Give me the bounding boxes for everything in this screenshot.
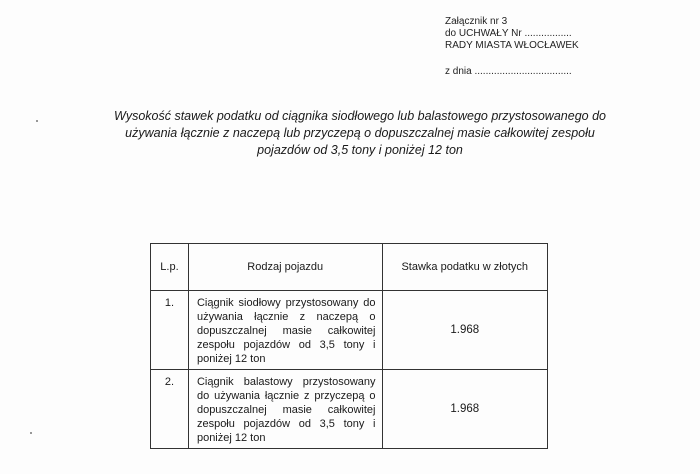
table-row <box>151 291 548 370</box>
table-header-row <box>151 244 548 291</box>
council-name: RADY MIASTA WŁOCŁAWEK <box>445 40 579 51</box>
header-lp: L.p. <box>151 244 189 291</box>
scan-speck <box>36 120 38 122</box>
vehicle-type: Ciągnik siodłowy przystosowany do używania łącznie z naczepą o dopuszczalnej masie całkowitej zespołu pojazdów od 3,5 tony i poniżej 12 ton <box>188 291 382 370</box>
resolution-date: z dnia ................................... <box>445 66 572 77</box>
resolution-number: do UCHWAŁY Nr ................. <box>445 28 572 39</box>
tax-rate-value: 1.968 <box>382 291 548 370</box>
attachment-number: Załącznik nr 3 <box>445 16 508 27</box>
attachment-header <box>445 16 579 52</box>
header-tax-rate: Stawka podatku w złotych <box>382 244 548 291</box>
scan-speck <box>30 432 32 434</box>
tax-rate-value: 1.968 <box>382 370 548 449</box>
document-title: Wysokość stawek podatku od ciągnika siodłowego lub balastowego przystosowanego do używania łącznie z naczepą lub przyczepą o dopuszczalnej masie całkowitej zespołu pojazdów od 3,5 tony i poniżej 12 ton <box>114 109 606 157</box>
row-number: 2. <box>151 370 189 449</box>
tax-rate-table <box>150 243 548 449</box>
header-vehicle-type: Rodzaj pojazdu <box>188 244 382 291</box>
table-row <box>151 370 548 449</box>
row-number: 1. <box>151 291 189 370</box>
vehicle-type: Ciągnik balastowy przystosowany do używania łącznie z przyczepą o dopuszczalnej masie całkowitej zespołu pojazdów od 3,5 tony i poniżej 12 ton <box>188 370 382 449</box>
